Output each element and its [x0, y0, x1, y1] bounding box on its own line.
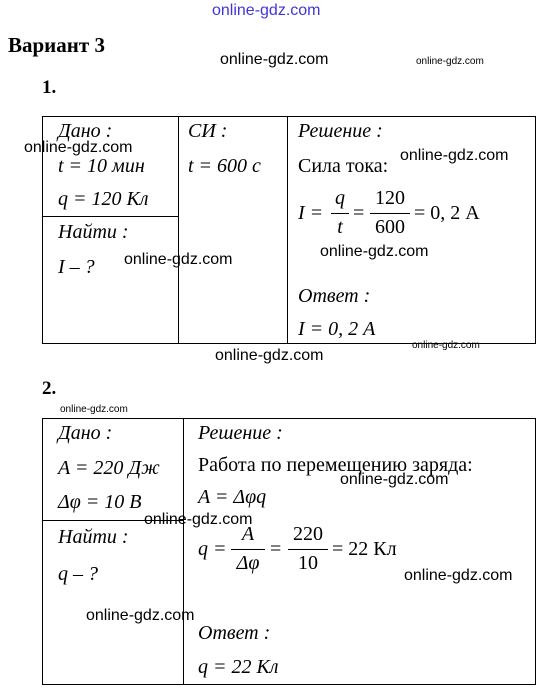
task-2-answer-header: Ответ :: [198, 622, 271, 644]
task-2-given-header: Дано :: [58, 422, 113, 444]
task-1-frac1-bar: [331, 213, 349, 214]
variant-title: Вариант 3: [8, 33, 105, 57]
task-1-find-header: Найти :: [58, 221, 129, 243]
task-1-frac1-num: q: [335, 187, 345, 209]
task-1-answer-value: I = 0, 2 А: [298, 318, 376, 340]
task-1-frac2-den: 600: [375, 216, 405, 238]
task-2-solution-header: Решение :: [198, 422, 283, 444]
task-2-solution-text: Работа по перемещению заряда:: [198, 454, 473, 476]
task-1-answer-header: Ответ :: [298, 285, 371, 307]
task-1-formula-rhs: = 0, 2 А: [414, 202, 480, 224]
watermark: online-gdz.com: [416, 56, 484, 67]
task-1-given-t: t = 10 мин: [58, 155, 145, 177]
task-2-answer-value: q = 22 Кл: [198, 656, 279, 678]
task-1-frac2-bar: [370, 213, 410, 214]
task-2-find-value: q – ?: [58, 563, 98, 585]
watermark: online-gdz.com: [412, 340, 480, 351]
task-1-solution-text: Сила тока:: [298, 155, 389, 177]
watermark-top: online-gdz.com: [212, 2, 321, 19]
task-2-given-phi: Δφ = 10 В: [58, 491, 142, 513]
task-2-frac1-num: A: [241, 523, 255, 545]
task-1-given-q: q = 120 Кл: [58, 188, 149, 210]
task-2-number: 2.: [42, 378, 57, 399]
task-1-eq: =: [353, 202, 365, 224]
task-1-frac1-den: t: [337, 216, 343, 238]
task-1-number: 1.: [42, 77, 57, 98]
task-2-formula-rhs: = 22 Кл: [332, 538, 397, 560]
task-1-si-header: СИ :: [188, 120, 228, 142]
task-2-frac1-den: Δφ: [236, 552, 260, 574]
task-1-si-value: t = 600 с: [188, 155, 261, 177]
task-1-formula-lhs: I =: [298, 202, 324, 224]
watermark: online-gdz.com: [400, 147, 509, 164]
task-1-solution-header: Решение :: [298, 120, 383, 142]
task-2-formula1: A = Δφq: [198, 486, 267, 508]
watermark: online-gdz.com: [340, 471, 449, 488]
watermark: online-gdz.com: [320, 243, 429, 260]
task-2-eq: =: [270, 538, 282, 560]
task-1-given-header: Дано :: [58, 120, 113, 142]
task-2-frac2-num: 220: [293, 523, 323, 545]
task-1-frac2-num: 120: [375, 187, 405, 209]
task-1-find-value: I – ?: [58, 256, 95, 278]
watermark: online-gdz.com: [220, 51, 329, 68]
watermark: online-gdz.com: [124, 251, 233, 268]
watermark: online-gdz.com: [215, 347, 324, 364]
watermark: online-gdz.com: [404, 567, 513, 584]
watermark: online-gdz.com: [60, 404, 128, 415]
task-2-find-header: Найти :: [58, 526, 129, 548]
task-2-formula-lhs: q =: [198, 538, 227, 560]
task-2-given-A: A = 220 Дж: [58, 457, 160, 479]
watermark: online-gdz.com: [144, 511, 253, 528]
task-2-frac1-bar: [231, 549, 265, 550]
watermark: online-gdz.com: [86, 607, 195, 624]
task-2-frac2-den: 10: [298, 552, 318, 574]
watermark: online-gdz.com: [24, 139, 133, 156]
task-2-frac2-bar: [288, 549, 328, 550]
